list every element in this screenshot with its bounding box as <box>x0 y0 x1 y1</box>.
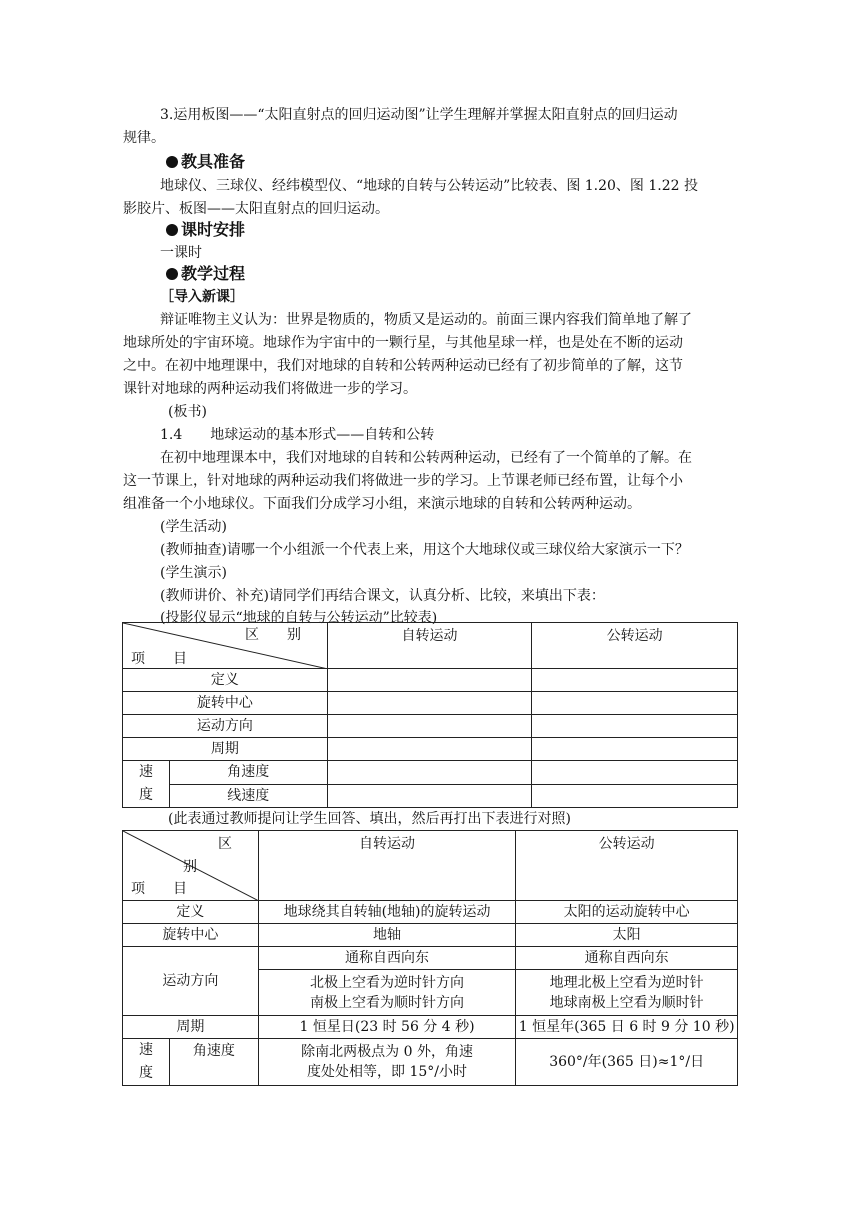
cell-rotation-angular-speed <box>258 1039 516 1086</box>
cell-revolution-period: 1 恒星年(365 日 6 时 9 分 10 秒) <box>516 1016 738 1039</box>
para1-line-3: 之中。在初中地理课中，我们对地球的自转和公转两种运动已经有了初步简单的了解，这节 <box>123 358 683 374</box>
cell-rotation-direction-common: 通称自西向东 <box>258 947 516 970</box>
empty-cell <box>532 669 738 692</box>
para1-line-1: 辩证唯物主义认为：世界是物质的，物质又是运动的。前面三课内容我们简单地了解了 <box>160 312 692 328</box>
empty-cell <box>532 715 738 738</box>
bullet-icon <box>166 156 178 168</box>
empty-cell <box>532 692 738 715</box>
process-heading: 教学过程 <box>166 262 245 286</box>
empty-cell <box>532 738 738 761</box>
revolution-direction-south: 地球南极上空看为顺时针 <box>549 994 704 1011</box>
cell-rotation-direction-detail <box>258 970 516 1016</box>
cell-revolution-definition: 太阳的运动旋转中心 <box>516 901 738 924</box>
rotation-angular-speed-line-1: 除南北两极点为 0 外，角速 <box>301 1044 473 1060</box>
col-header-rotation: 自转运动 <box>258 831 516 901</box>
activity-4: (教师讲价、补充)请同学们再结合课文，认真分析、比较，来填出下表： <box>160 588 605 604</box>
cell-revolution-direction-detail <box>516 970 738 1016</box>
row-label-angular-speed: 角速度 <box>169 1039 258 1086</box>
row-label-period: 周期 <box>123 1016 259 1039</box>
row-group-speed <box>123 761 170 808</box>
col-header-revolution: 公转运动 <box>532 623 738 669</box>
row-group-speed <box>123 1039 170 1086</box>
table-corner-cell <box>123 831 259 901</box>
between-note: (此表通过教师提问让学生回答、填出，然后再打出下表进行对照) <box>168 811 571 827</box>
board-note: (板书) <box>168 404 207 420</box>
cell-rotation-definition: 地球绕其自转轴(地轴)的旋转运动 <box>258 901 516 924</box>
bullet-icon <box>166 224 178 236</box>
cell-revolution-angular-speed: 360°/年(365 日)≈1°/日 <box>516 1039 738 1086</box>
intro-line-2: 规律。 <box>123 130 165 146</box>
activity-1: (学生活动) <box>160 519 227 535</box>
corner-label-mid: 别 <box>183 859 197 875</box>
cell-rotation-period: 1 恒星日(23 时 56 分 4 秒) <box>258 1016 516 1039</box>
corner-label-top: 区 <box>218 836 232 852</box>
para1-line-4: 课针对地球的两种运动我们将做进一步的学习。 <box>123 381 417 397</box>
corner-label-bottom: 项 目 <box>131 651 187 667</box>
empty-cell <box>532 784 738 808</box>
row-label-center: 旋转中心 <box>123 924 259 947</box>
rotation-angular-speed-line-2: 度处处相等，即 15°/小时 <box>307 1064 468 1080</box>
empty-cell <box>327 738 532 761</box>
row-label-linear-speed: 线速度 <box>169 784 327 808</box>
comparison-table-filled <box>122 830 738 1086</box>
intro-line-1: 3.运用板图——“太阳直射点的回归运动图”让学生理解并掌握太阳直射点的回归运动 <box>160 107 678 123</box>
row-label-direction: 运动方向 <box>123 947 259 1016</box>
activity-2: (教师抽查)请哪一个小组派一个代表上来，用这个大地球仪或三球仪给大家演示一下？ <box>160 542 689 558</box>
row-label-definition: 定义 <box>123 901 259 924</box>
tools-heading: 教具准备 <box>166 150 245 174</box>
rotation-direction-south: 南极上空看为顺时针方向 <box>310 994 465 1011</box>
speed-group-label: 速度 <box>138 1042 153 1081</box>
empty-cell <box>327 761 532 785</box>
row-label-center: 旋转中心 <box>123 692 328 715</box>
cell-rotation-center: 地轴 <box>258 924 516 947</box>
corner-label-top: 区 别 <box>245 627 301 643</box>
para1-line-2: 地球所处的宇宙环境。地球作为宇宙中的一颗行星，与其他星球一样，也是处在不断的运动 <box>123 335 683 351</box>
empty-cell <box>327 669 532 692</box>
para2-line-2: 这一节课上，针对地球的两种运动我们将做进一步的学习。上节课老师已经布置，让每个小 <box>123 473 683 489</box>
row-label-direction: 运动方向 <box>123 715 328 738</box>
bullet-icon <box>166 268 178 280</box>
cell-revolution-direction-common: 通称自西向东 <box>516 947 738 970</box>
tools-line-2: 影胶片、板图——太阳直射点的回归运动。 <box>123 201 389 217</box>
para2-line-3: 组准备一个小地球仪。下面我们分成学习小组，来演示地球的自转和公转两种运动。 <box>123 496 641 512</box>
time-text: 一课时 <box>160 245 202 261</box>
col-header-revolution: 公转运动 <box>516 831 738 901</box>
empty-cell <box>327 692 532 715</box>
empty-cell <box>327 715 532 738</box>
intro-new-lesson-heading: ［导入新课］ <box>160 289 244 305</box>
empty-cell <box>532 761 738 785</box>
comparison-table-blank <box>122 622 738 808</box>
revolution-direction-north: 地理北极上空看为逆时针 <box>549 974 704 991</box>
table-corner-cell <box>123 623 328 669</box>
corner-label-bottom: 项 目 <box>131 881 187 897</box>
speed-char-1: 速度 <box>138 764 153 803</box>
para2-line-1: 在初中地理课本中，我们对地球的自转和公转两种运动，已经有了一个简单的了解。在 <box>160 450 692 466</box>
time-heading: 课时安排 <box>166 218 245 242</box>
tools-line-1: 地球仪、三球仪、经纬模型仪、“地球的自转与公转运动”比较表、图 1.20、图 1.22 投 <box>160 178 699 194</box>
rotation-direction-north: 北极上空看为逆时针方向 <box>310 974 465 991</box>
activity-5: (投影仪显示“地球的自转与公转运动”比较表) <box>160 610 438 626</box>
cell-revolution-center: 太阳 <box>516 924 738 947</box>
row-label-definition: 定义 <box>123 669 328 692</box>
row-label-angular-speed: 角速度 <box>169 761 327 785</box>
col-header-rotation: 自转运动 <box>327 623 532 669</box>
lesson-title: 1.4 地球运动的基本形式——自转和公转 <box>160 427 435 443</box>
activity-3: (学生演示) <box>160 565 227 581</box>
row-label-period: 周期 <box>123 738 328 761</box>
empty-cell <box>327 784 532 808</box>
